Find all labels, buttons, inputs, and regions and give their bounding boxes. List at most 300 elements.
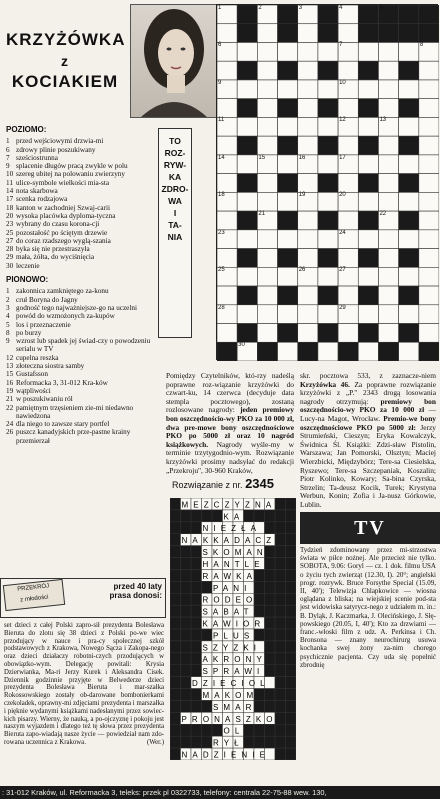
grid-cell[interactable]	[318, 117, 338, 136]
solution-black-cell	[181, 510, 192, 522]
grid-cell[interactable]	[318, 267, 338, 286]
poziomo-clue	[6, 262, 156, 270]
grid-cell[interactable]	[419, 192, 439, 211]
grid-cell[interactable]	[419, 117, 439, 136]
solution-black-cell	[286, 534, 297, 546]
grid-cell[interactable]	[318, 192, 338, 211]
solution-black-cell	[191, 605, 202, 617]
grid-cell[interactable]	[378, 42, 398, 61]
winners-lead: Za poprawne rozwiązanie krzyżówki z „P." 2343 drogą losowania nagrody otrzymują:	[300, 379, 436, 406]
crossword-grid[interactable]	[216, 4, 438, 360]
clue-number: 11	[6, 178, 13, 187]
grid-cell[interactable]	[257, 42, 277, 61]
grid-cell[interactable]	[419, 99, 439, 118]
grid-cell[interactable]	[378, 136, 398, 155]
clue-number: 26	[6, 428, 14, 437]
grid-number: 24	[339, 229, 346, 236]
clue-number: 1	[6, 287, 10, 296]
grid-cell[interactable]	[419, 324, 439, 343]
solution-row-word: KAWIOR	[202, 619, 266, 629]
grid-cell[interactable]	[278, 342, 298, 361]
solution-row-word: SKOMAN	[202, 548, 268, 558]
solution-black-cell	[244, 724, 255, 736]
grid-cell[interactable]	[257, 192, 277, 211]
clue-number: 24	[6, 420, 14, 429]
solution-row-word: RAWKA	[202, 571, 258, 581]
poziomo-heading: POZIOMO:	[6, 125, 47, 134]
grid-cell[interactable]	[419, 174, 439, 193]
grid-black-cell	[378, 24, 398, 43]
poziomo-clue	[6, 253, 156, 261]
clue-number: 29	[6, 253, 14, 262]
grid-cell[interactable]	[298, 230, 318, 249]
grid-cell[interactable]	[237, 267, 257, 286]
clue-number: 23	[6, 220, 14, 229]
solution-black-cell	[181, 665, 192, 677]
solution-black-cell	[286, 593, 297, 605]
clue-text: Gustafsson	[16, 370, 48, 379]
grid-cell[interactable]	[399, 192, 419, 211]
grid-cell[interactable]	[217, 136, 237, 155]
grid-cell[interactable]	[378, 155, 398, 174]
grid-cell[interactable]	[358, 192, 378, 211]
grid-cell[interactable]	[378, 80, 398, 99]
clue-text: splacenie długów pracą zwykle w polu	[16, 162, 128, 171]
grid-cell[interactable]	[419, 249, 439, 268]
grid-cell[interactable]	[298, 174, 318, 193]
solution-black-cell	[286, 617, 297, 629]
clue-number: 8	[6, 328, 10, 337]
grid-cell[interactable]	[298, 249, 318, 268]
grid-cell[interactable]	[338, 61, 358, 80]
solution-black-cell	[181, 677, 192, 689]
grid-cell[interactable]	[318, 230, 338, 249]
solution-black-cell	[170, 534, 181, 546]
clue-text: los i przeznaczenie	[16, 320, 71, 329]
grid-black-cell	[318, 286, 338, 305]
solution-black-cell	[275, 653, 286, 665]
side-word: KA	[168, 172, 182, 182]
solution-row-word: SABAT	[202, 607, 254, 617]
grid-cell[interactable]	[278, 42, 298, 61]
solution-black-cell	[286, 677, 297, 689]
solution-black-cell	[181, 736, 192, 748]
solution-row-word: MAKOM	[202, 690, 259, 700]
grid-black-cell	[358, 99, 378, 118]
solution-black-cell	[265, 569, 276, 581]
grid-cell[interactable]	[338, 211, 358, 230]
grid-black-cell	[318, 211, 338, 230]
solution-black-cell	[170, 522, 181, 534]
clues-column	[6, 126, 156, 445]
poziomo-clue	[6, 195, 156, 203]
grid-cell[interactable]	[298, 136, 318, 155]
grid-cell[interactable]	[358, 342, 378, 361]
grid-black-cell	[399, 324, 419, 343]
grid-cell[interactable]	[298, 286, 318, 305]
grid-cell[interactable]	[399, 230, 419, 249]
solution-black-cell	[275, 569, 286, 581]
grid-cell[interactable]	[318, 342, 338, 361]
grid-cell[interactable]	[419, 286, 439, 305]
winners-intro: skr. pocztowa 533, z zaznacze-niem	[300, 371, 436, 380]
tv-header: TV	[300, 512, 440, 544]
grid-cell[interactable]	[278, 192, 298, 211]
solution-black-cell	[275, 581, 286, 593]
poziomo-clue	[6, 162, 156, 170]
solution-black-cell	[286, 641, 297, 653]
grid-cell[interactable]	[378, 192, 398, 211]
grid-cell[interactable]	[217, 211, 237, 230]
grid-cell[interactable]	[419, 230, 439, 249]
winners-text	[300, 372, 436, 510]
grid-cell[interactable]	[298, 61, 318, 80]
rules-prizes: jeden premiowy bon oszczędnościo-wy PKO za 10 000 zł, dwa pre-mowe bony oszczędnościowe PKO po 5000 zł oraz 10 nagród książkowych.	[166, 405, 294, 449]
solution-black-cell	[275, 641, 286, 653]
pionowo-heading: PIONOWO:	[6, 275, 49, 285]
solution-black-cell	[170, 641, 181, 653]
grid-cell[interactable]	[237, 155, 257, 174]
grid-black-cell	[399, 5, 419, 24]
solution-black-cell	[170, 605, 181, 617]
grid-cell[interactable]	[338, 286, 358, 305]
clue-text: ulice-symbole wielkości mia-sta	[16, 178, 110, 187]
grid-cell[interactable]	[399, 117, 419, 136]
clue-text: złoteczna siostra samby	[16, 362, 85, 371]
solution-black-cell	[170, 629, 181, 641]
grid-cell[interactable]	[399, 42, 419, 61]
grid-cell[interactable]	[278, 305, 298, 324]
solution-black-cell	[202, 510, 213, 522]
grid-cell[interactable]	[318, 155, 338, 174]
clue-text: scenka rodzajowa	[16, 195, 68, 204]
solution-row-word: HANTLE	[202, 559, 265, 569]
grid-cell[interactable]	[278, 155, 298, 174]
grid-cell[interactable]	[338, 99, 358, 118]
pionowo-clue	[6, 337, 156, 354]
solution-black-cell	[275, 677, 286, 689]
grid-number: 13	[379, 117, 387, 124]
solution-black-cell	[286, 510, 297, 522]
grid-number: 3	[298, 5, 303, 11]
grid-black-cell	[358, 211, 378, 230]
solution-black-cell	[286, 498, 297, 510]
solution-black-cell	[181, 605, 192, 617]
solution-black-cell	[212, 724, 223, 736]
grid-cell[interactable]	[298, 117, 318, 136]
title-line2: z	[61, 53, 69, 69]
grid-cell[interactable]	[278, 80, 298, 99]
grid-black-cell	[237, 249, 257, 268]
solution-black-cell	[265, 617, 276, 629]
grid-cell[interactable]	[298, 80, 318, 99]
crossword-grid-svg	[217, 5, 439, 361]
grid-cell[interactable]	[378, 230, 398, 249]
grid-black-cell	[399, 286, 419, 305]
grid-cell[interactable]	[419, 80, 439, 99]
pionowo-clue	[6, 304, 156, 312]
poziomo-clue	[6, 220, 156, 228]
grid-cell[interactable]	[257, 61, 277, 80]
grid-cell[interactable]	[399, 155, 419, 174]
grid-cell[interactable]	[217, 286, 237, 305]
grid-number: 26	[298, 267, 306, 274]
grid-black-cell	[257, 342, 277, 361]
clue-number: 12	[6, 353, 14, 362]
solution-black-cell	[265, 641, 276, 653]
poziomo-clue	[6, 245, 156, 253]
solution-black-cell	[275, 736, 286, 748]
grid-cell[interactable]	[278, 267, 298, 286]
grid-black-cell	[419, 342, 439, 361]
grid-black-cell	[318, 99, 338, 118]
grid-number: 12	[339, 117, 346, 124]
solution-black-cell	[286, 522, 297, 534]
solution-row-word: SPRAWI	[202, 667, 265, 677]
pionowo-clue	[6, 312, 156, 320]
solution-black-cell	[170, 593, 181, 605]
grid-cell[interactable]	[338, 136, 358, 155]
grid-cell[interactable]	[278, 230, 298, 249]
grid-cell[interactable]	[358, 117, 378, 136]
grid-cell[interactable]	[358, 230, 378, 249]
grid-cell[interactable]	[298, 305, 318, 324]
solution-black-cell	[286, 748, 297, 760]
clue-text: byka się nie przestraszyła	[16, 245, 90, 254]
grid-black-cell	[399, 136, 419, 155]
grid-cell[interactable]	[378, 267, 398, 286]
grid-black-cell	[358, 174, 378, 193]
grid-black-cell	[278, 61, 298, 80]
grid-cell[interactable]	[298, 42, 318, 61]
grid-cell[interactable]	[257, 117, 277, 136]
poziomo-clue	[6, 204, 156, 212]
solution-black-cell	[191, 724, 202, 736]
solution-black-cell	[265, 605, 276, 617]
grid-black-cell	[399, 24, 419, 43]
solution-row-word: SZYZKI	[202, 643, 262, 653]
grid-cell[interactable]	[318, 42, 338, 61]
promo-header	[100, 582, 162, 600]
grid-cell[interactable]	[257, 136, 277, 155]
grid-cell[interactable]	[217, 174, 237, 193]
solution-black-cell	[244, 736, 255, 748]
grid-number: 10	[339, 79, 346, 86]
grid-cell[interactable]	[237, 117, 257, 136]
grid-cell[interactable]	[419, 211, 439, 230]
pionowo-clue	[6, 395, 156, 403]
solution-black-cell	[181, 558, 192, 570]
poziomo-clue	[6, 179, 156, 187]
solution-row-word: AKRONY	[202, 655, 267, 665]
grid-black-cell	[237, 174, 257, 193]
grid-number: 4	[339, 5, 343, 11]
solution-black-cell	[170, 617, 181, 629]
grid-number: 19	[298, 192, 306, 199]
solution-black-cell	[275, 593, 286, 605]
clue-number: 4	[6, 312, 10, 321]
clue-number: 16	[6, 378, 14, 387]
grid-cell[interactable]	[257, 80, 277, 99]
grid-black-cell	[237, 136, 257, 155]
woman-portrait-icon	[131, 5, 217, 117]
solution-black-cell	[191, 665, 202, 677]
grid-cell[interactable]	[298, 24, 318, 43]
grid-cell[interactable]	[217, 324, 237, 343]
grid-cell[interactable]	[399, 80, 419, 99]
grid-cell[interactable]	[298, 211, 318, 230]
solution-black-cell	[170, 700, 181, 712]
grid-number: 15	[258, 154, 266, 161]
grid-cell[interactable]	[338, 174, 358, 193]
grid-cell[interactable]	[257, 249, 277, 268]
grid-cell[interactable]	[298, 324, 318, 343]
winners-list: Jerzy Strumieński, Cieszyn; Eryka Kowalczyk, Świdnica Śl. Książki: Zdzi-sław Pistolin, Warszawa; Jan Pomorski, Olsztyn; Maciej Wierzbicki, Międzybórz; Tere-sa Ciesielska, Ryszewo; Tere-sa Szczepaniak, Koszalin; Piotr Kolinko, Kowary; Sa-bina Czyrska, Strzelin; Ta-deusz Kocik, Turek; Krystyna Werbun, Konin; Zofia i Ja-nusz Górkowie, Lublin.	[300, 422, 436, 509]
grid-cell[interactable]	[358, 305, 378, 324]
grid-cell[interactable]	[217, 249, 237, 268]
grid-black-cell	[237, 286, 257, 305]
grid-cell[interactable]	[257, 267, 277, 286]
clue-text: dla niego to zawsze stary portfel	[16, 420, 110, 429]
poziomo-clue	[6, 137, 156, 145]
solution-black-cell	[170, 736, 181, 748]
grid-black-cell	[358, 324, 378, 343]
grid-cell[interactable]	[257, 305, 277, 324]
grid-cell[interactable]	[419, 305, 439, 324]
clue-text: przed wejściowymi drzwia-mi	[16, 137, 104, 146]
grid-cell[interactable]	[399, 267, 419, 286]
poziomo-clue	[6, 237, 156, 245]
grid-cell[interactable]	[358, 42, 378, 61]
grid-cell[interactable]	[278, 117, 298, 136]
solution-black-cell	[286, 712, 297, 724]
grid-cell[interactable]	[358, 155, 378, 174]
grid-black-cell	[278, 5, 298, 24]
clue-text: Reformacka 3, 31-012 Kra-ków	[16, 378, 108, 387]
grid-cell[interactable]	[257, 174, 277, 193]
solution-row-word: OL	[223, 726, 245, 736]
grid-cell[interactable]	[257, 99, 277, 118]
winners-main-prize: premiowy bon oszczędnościo-wy PKO za 10 000 zł	[300, 396, 436, 415]
grid-cell[interactable]	[378, 99, 398, 118]
grid-black-cell	[419, 24, 439, 43]
solution-black-cell	[191, 689, 202, 701]
grid-cell[interactable]	[419, 155, 439, 174]
grid-black-cell	[318, 324, 338, 343]
poziomo-clue	[6, 212, 156, 220]
grid-cell[interactable]	[237, 80, 257, 99]
grid-cell[interactable]	[217, 99, 237, 118]
solution-row-word: SMAR	[213, 702, 257, 712]
grid-cell[interactable]	[378, 305, 398, 324]
grid-cell[interactable]	[237, 305, 257, 324]
grid-cell[interactable]	[378, 174, 398, 193]
grid-cell[interactable]	[318, 80, 338, 99]
grid-number: 23	[218, 229, 225, 236]
grid-cell[interactable]	[237, 192, 257, 211]
clue-text: leczenie	[16, 261, 40, 270]
poziomo-clue	[6, 154, 156, 162]
side-word: I	[173, 208, 177, 218]
grid-cell[interactable]	[378, 286, 398, 305]
clue-number: 28	[6, 245, 14, 254]
grid-cell[interactable]	[217, 61, 237, 80]
solution-black-cell	[265, 700, 276, 712]
rules-intro: Pomiędzy Czytelników, któ-rzy nadeślą poprawne roz-wiązanie krzyżówki do czwart-ku, 14 czerwca (decyduje data stempla pocztowego), zostaną rozlosowane nagrody:	[166, 371, 294, 415]
grid-black-cell	[278, 174, 298, 193]
pionowo-clue	[6, 362, 156, 370]
grid-cell[interactable]	[237, 230, 257, 249]
solution-black-cell	[275, 724, 286, 736]
solution-black-cell	[181, 724, 192, 736]
grid-cell[interactable]	[257, 324, 277, 343]
clue-text: po burzy	[16, 328, 42, 337]
grid-number: 21	[258, 211, 266, 218]
grid-black-cell	[399, 211, 419, 230]
solution-black-cell	[202, 581, 213, 593]
grid-cell[interactable]	[217, 24, 237, 43]
solution-black-cell	[265, 522, 276, 534]
solution-black-cell	[202, 724, 213, 736]
side-word: ZDRO-	[161, 184, 189, 194]
solution-black-cell	[286, 736, 297, 748]
clue-number: 20	[6, 211, 14, 220]
solution-black-cell	[275, 700, 286, 712]
grid-cell[interactable]	[419, 267, 439, 286]
solution-black-cell	[191, 700, 202, 712]
grid-cell[interactable]	[257, 286, 277, 305]
grid-black-cell	[318, 61, 338, 80]
grid-cell[interactable]	[378, 324, 398, 343]
solution-black-cell	[286, 629, 297, 641]
grid-cell[interactable]	[298, 99, 318, 118]
grid-cell[interactable]	[358, 267, 378, 286]
grid-cell[interactable]	[378, 61, 398, 80]
grid-number: 1	[218, 5, 222, 11]
clue-number: 3	[6, 303, 10, 312]
grid-cell[interactable]	[399, 305, 419, 324]
clue-number: 30	[6, 261, 14, 270]
grid-cell[interactable]	[419, 136, 439, 155]
grid-cell[interactable]	[399, 342, 419, 361]
solution-black-cell	[181, 569, 192, 581]
grid-black-cell	[399, 174, 419, 193]
grid-black-cell	[298, 342, 318, 361]
grid-black-cell	[318, 174, 338, 193]
grid-cell[interactable]	[338, 249, 358, 268]
solution-black-cell	[202, 736, 213, 748]
solution-black-cell	[286, 581, 297, 593]
grid-cell[interactable]	[378, 249, 398, 268]
grid-number: 8	[419, 42, 424, 49]
poziomo-clue	[6, 187, 156, 195]
solution-row-word: RYŁ	[213, 738, 244, 748]
grid-cell[interactable]	[257, 24, 277, 43]
grid-cell[interactable]	[358, 80, 378, 99]
grid-number: 16	[298, 154, 306, 161]
grid-cell[interactable]	[338, 324, 358, 343]
grid-number: 28	[218, 304, 225, 311]
grid-cell[interactable]	[338, 24, 358, 43]
grid-cell[interactable]	[419, 61, 439, 80]
grid-black-cell	[399, 61, 419, 80]
poziomo-clue	[6, 170, 156, 178]
solution-black-cell	[254, 581, 265, 593]
grid-cell[interactable]	[257, 230, 277, 249]
grid-cell[interactable]	[237, 42, 257, 61]
grid-cell[interactable]	[318, 305, 338, 324]
solution-black-cell	[191, 617, 202, 629]
